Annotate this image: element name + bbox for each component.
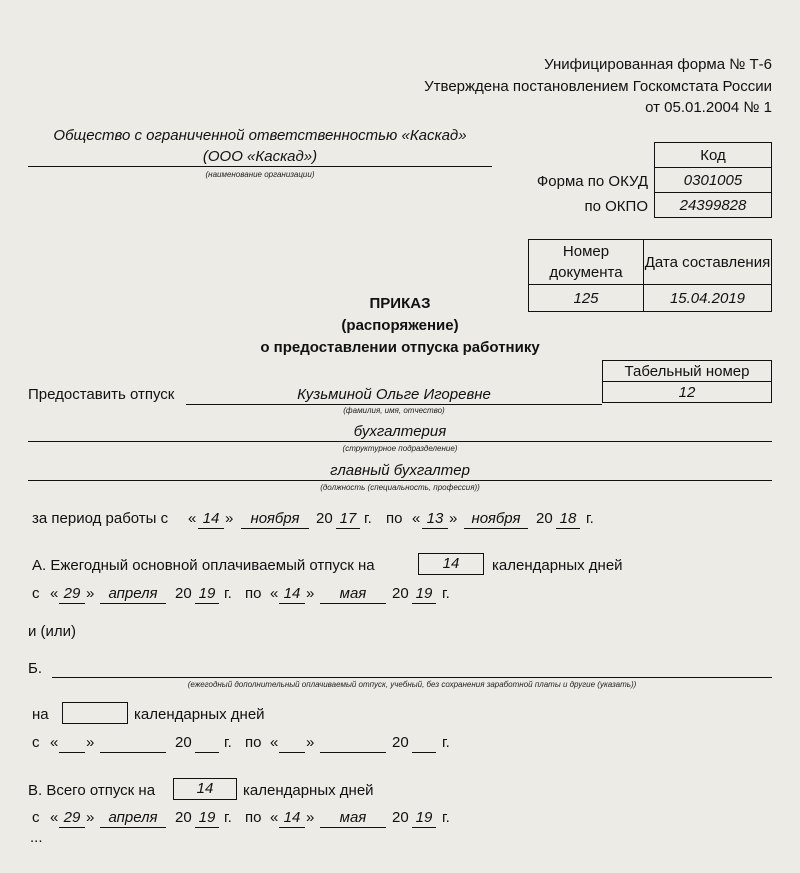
section-b-to-day — [279, 733, 305, 753]
year-suffix: г. — [586, 510, 594, 527]
section-b-to-year — [412, 733, 436, 753]
period-label: за период работы с — [32, 510, 169, 527]
year-suffix: г. — [442, 809, 450, 826]
year-suffix: г. — [224, 585, 232, 602]
quote-open: « — [270, 734, 279, 751]
section-a-from-month: апреля — [100, 584, 166, 604]
year-suffix: г. — [442, 585, 450, 602]
approval-date: от 05.01.2004 № 1 — [645, 99, 772, 116]
to-label: по — [245, 585, 262, 602]
year-prefix: 20 — [392, 734, 409, 751]
section-a-days-suffix: календарных дней — [492, 557, 623, 574]
year-suffix: г. — [442, 734, 450, 751]
section-v-from-month: апреля — [100, 808, 166, 828]
employee-name-caption: (фамилия, имя, отчество) — [343, 406, 445, 415]
department-field: бухгалтерия — [28, 422, 772, 442]
section-a-from-year: 19 — [195, 584, 219, 604]
period-from-year: 17 — [336, 509, 360, 529]
year-suffix: г. — [364, 510, 372, 527]
year-suffix: г. — [224, 734, 232, 751]
section-b-on-label: на — [32, 706, 49, 723]
form-number: Унифицированная форма № Т-6 — [544, 56, 772, 73]
from-label: с — [32, 809, 40, 826]
title-subject: о предоставлении отпуска работнику — [260, 339, 540, 356]
period-from-month: ноября — [241, 509, 309, 529]
to-label: по — [245, 734, 262, 751]
quote-open: « — [50, 809, 59, 826]
year-prefix: 20 — [175, 585, 192, 602]
grant-leave-label: Предоставить отпуск — [28, 386, 175, 403]
quote-close: » — [86, 585, 95, 602]
section-v-days-suffix: календарных дней — [243, 782, 374, 799]
section-b-caption: (ежегодный дополнительный оплачиваемый отпуск, учебный, без сохранения заработной платы и другие (указать)) — [187, 680, 637, 689]
section-b-days-box — [62, 702, 128, 724]
section-a-days: 14 — [418, 553, 484, 575]
quote-close: » — [306, 734, 315, 751]
continuation-ellipsis: ... — [30, 829, 43, 846]
section-b-line — [52, 677, 772, 678]
okud-value: 0301005 — [655, 168, 772, 193]
doc-number-value: 125 — [529, 285, 644, 312]
section-b-from-day — [59, 733, 85, 753]
department-caption: (структурное подразделение) — [342, 444, 458, 453]
okud-label: Форма по ОКУД — [536, 173, 648, 190]
period-from-day: 14 — [198, 509, 224, 529]
section-a-from-day: 29 — [59, 584, 85, 604]
to-label: по — [386, 510, 403, 527]
approval-line: Утверждена постановлением Госкомстата России — [424, 78, 772, 95]
quote-close: » — [306, 809, 315, 826]
quote-open: « — [50, 585, 59, 602]
year-prefix: 20 — [175, 809, 192, 826]
section-a-label: А. Ежегодный основной оплачиваемый отпуск на — [32, 557, 375, 574]
from-label: с — [32, 734, 40, 751]
quote-open: « — [188, 510, 197, 527]
section-v-from-year: 19 — [195, 808, 219, 828]
section-v-days: 14 — [173, 778, 237, 800]
quote-close: » — [225, 510, 234, 527]
section-v-to-month: мая — [320, 808, 386, 828]
doc-number-header: Номер документа — [529, 240, 644, 285]
quote-close: » — [449, 510, 458, 527]
section-a-to-month: мая — [320, 584, 386, 604]
doc-date-value: 15.04.2019 — [644, 285, 772, 312]
year-prefix: 20 — [392, 585, 409, 602]
quote-open: « — [412, 510, 421, 527]
org-name-line1: Общество с ограниченной ответственностью «Каскад» — [53, 127, 467, 144]
quote-open: « — [270, 809, 279, 826]
period-to-year: 18 — [556, 509, 580, 529]
section-v-from-day: 29 — [59, 808, 85, 828]
year-prefix: 20 — [316, 510, 333, 527]
section-a-to-day: 14 — [279, 584, 305, 604]
code-header: Код — [655, 143, 772, 168]
section-b-to-month — [320, 733, 386, 753]
org-underline — [28, 166, 492, 167]
and-or-label: и (или) — [28, 623, 77, 640]
quote-close: » — [86, 809, 95, 826]
year-prefix: 20 — [536, 510, 553, 527]
section-b-from-year — [195, 733, 219, 753]
quote-open: « — [50, 734, 59, 751]
section-b-label: Б. — [28, 660, 43, 677]
year-suffix: г. — [224, 809, 232, 826]
quote-open: « — [270, 585, 279, 602]
position-field: главный бухгалтер — [28, 461, 772, 481]
okpo-label: по ОКПО — [584, 198, 648, 215]
org-name-line2: (ООО «Каскад») — [202, 148, 318, 165]
codes-table — [654, 142, 772, 218]
quote-close: » — [306, 585, 315, 602]
to-label: по — [245, 809, 262, 826]
section-b-days-suffix: календарных дней — [134, 706, 265, 723]
title-order: ПРИКАЗ — [369, 295, 431, 312]
employee-name: Кузьминой Ольге Игоревне — [186, 385, 602, 405]
title-instruction: (распоряжение) — [341, 317, 459, 334]
section-v-to-day: 14 — [279, 808, 305, 828]
section-a-to-year: 19 — [412, 584, 436, 604]
section-v-to-year: 19 — [412, 808, 436, 828]
position-caption: (должность (специальность, профессия)) — [320, 483, 480, 492]
year-prefix: 20 — [175, 734, 192, 751]
doc-date-header: Дата составления — [644, 240, 772, 285]
section-v-label: В. Всего отпуск на — [28, 782, 156, 799]
org-caption: (наименование организации) — [205, 170, 315, 179]
tab-number-table — [602, 360, 772, 403]
tab-number-value: 12 — [603, 382, 772, 403]
okpo-value: 24399828 — [655, 193, 772, 218]
tab-number-header: Табельный номер — [603, 361, 772, 382]
year-prefix: 20 — [392, 809, 409, 826]
period-to-month: ноября — [464, 509, 528, 529]
period-to-day: 13 — [422, 509, 448, 529]
section-b-from-month — [100, 733, 166, 753]
from-label: с — [32, 585, 40, 602]
quote-close: » — [86, 734, 95, 751]
